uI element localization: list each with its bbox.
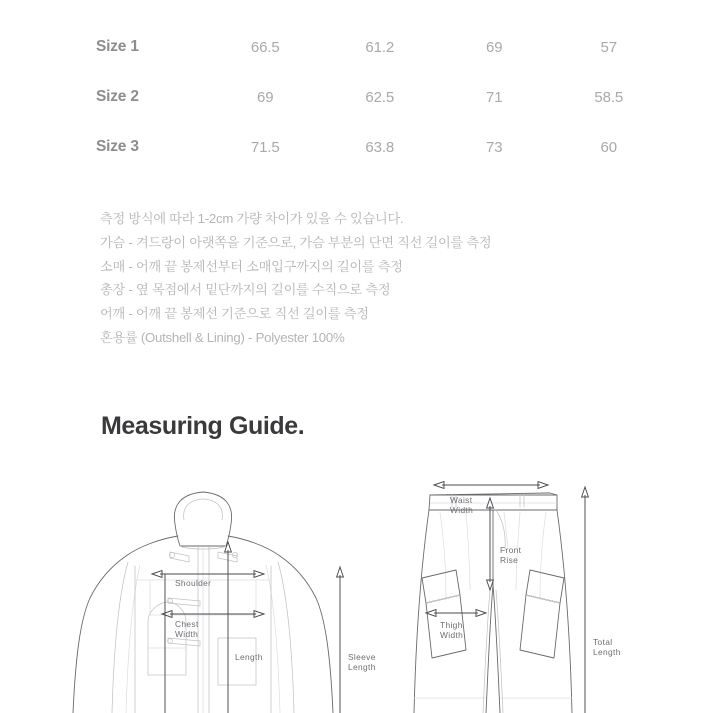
size-cell-sleeve: 63.8 [365,138,395,156]
pants-thigh-width-label-2: Width [440,630,464,640]
total-length-dimension [582,487,621,713]
jacket-shoulder-label: Shoulder [175,578,212,588]
pants-diagram [400,470,713,713]
shoulder-dimension [152,571,264,588]
pants-front-rise-label-2: Rise [500,555,519,565]
thigh-width-dimension [426,610,486,640]
size-cell-chest: 71.5 [250,138,280,156]
size-row-label: Size 1 [96,38,139,55]
jacket-sleeve-length-label-1: Sleeve [348,652,376,662]
size-chart-table [96,22,666,172]
table-row [96,22,666,72]
pants-front-rise-label-1: Front [500,545,522,555]
pants-waist-width-label-2: Width [450,505,474,515]
note-line-chest: 가슴 - 겨드랑이 아랫쪽을 기준으로, 가슴 부분의 단면 직선 길이를 측정 [100,234,492,250]
note-line-sleeve: 소매 - 어깨 끝 봉제선부터 소매입구까지의 길이를 측정 [100,258,403,274]
page-title: Measuring Guide. [101,412,305,440]
sleeve-length-dimension [337,567,376,713]
pants-thigh-width-label-1: Thigh [440,620,463,630]
size-cell-shoulder: 58.5 [594,88,624,106]
note-line-length: 총장 - 옆 목점에서 밑단까지의 길이를 수직으로 측정 [100,282,391,298]
note-line-tolerance: 측정 방식에 따라 1-2cm 가량 차이가 있을 수 있습니다. [100,211,404,226]
measurement-notes [100,207,640,350]
size-cell-sleeve: 61.2 [365,38,395,56]
size-cell-sleeve: 62.5 [365,88,395,106]
note-line-shoulder: 어깨 - 어깨 끝 봉제선 기준으로 직선 길이를 측정 [100,306,369,322]
pants-total-length-label-1: Total [593,637,613,647]
size-cell-length: 71 [486,88,503,106]
size-row-label: Size 2 [96,88,139,105]
length-dimension [225,542,263,713]
size-cell-shoulder: 57 [600,38,617,56]
size-cell-length: 73 [486,138,503,156]
jacket-chest-width-label-1: Chest [175,619,199,629]
pants-waist-width-label-1: Waist [450,495,473,505]
jacket-sleeve-length-label-2: Length [348,662,376,672]
size-cell-length: 69 [486,38,503,56]
size-row-label: Size 3 [96,138,139,155]
jacket-length-label: Length [235,652,263,662]
jacket-diagram [0,470,380,713]
note-line-material: 혼용률 (Outshell & Lining) - Polyester 100% [100,329,345,345]
size-cell-chest: 69 [257,88,274,106]
jacket-chest-width-label-2: Width [175,629,199,639]
table-row [96,122,666,172]
size-cell-chest: 66.5 [250,38,280,56]
table-row [96,72,666,122]
measuring-guide-diagrams [0,470,713,713]
size-cell-shoulder: 60 [600,138,617,156]
pants-total-length-label-2: Length [593,647,621,657]
